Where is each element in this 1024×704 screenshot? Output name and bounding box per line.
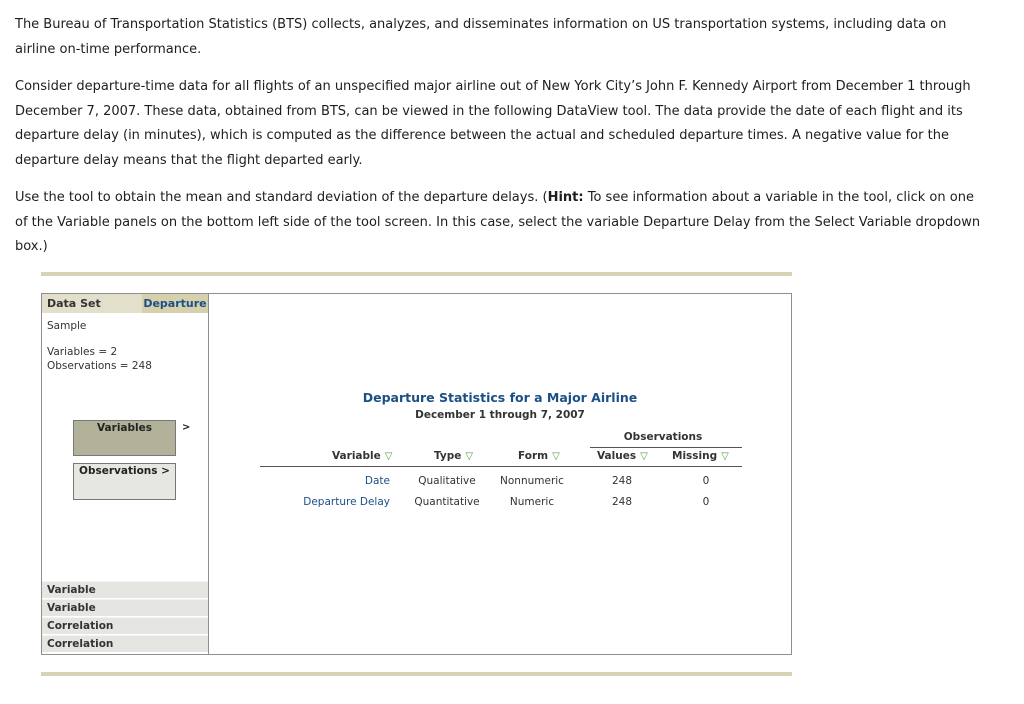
variable-link-departure-delay[interactable]: Departure Delay (303, 496, 390, 508)
chevron-right-icon: > (182, 422, 191, 433)
type-cell: Quantitative (414, 496, 480, 508)
sort-triangle-icon: ▽ (552, 451, 560, 462)
missing-column-header[interactable] (672, 450, 729, 462)
sort-triangle-icon: ▽ (721, 451, 729, 462)
type-cell: Qualitative (418, 475, 476, 487)
dataset-label: Data Set (47, 297, 101, 310)
observations-count: Observations = 248 (47, 360, 152, 372)
form-cell: Numeric (509, 496, 555, 508)
hint-text: To see information about a variable in the tool, click on one of the Variable panels on the bottom left side of the tool screen. In this case, select the variable Departure Delay from the Select Variable dropdown box.) (15, 190, 981, 254)
type-header-label: Type (434, 450, 462, 462)
table-subtitle: December 1 through 7, 2007 (415, 409, 585, 421)
dataview-tool (41, 293, 792, 655)
variable-link-date[interactable]: Date (364, 475, 390, 487)
observations-button[interactable]: Observations > (73, 463, 176, 500)
form-column-header[interactable] (518, 450, 560, 462)
sample-label: Sample (47, 320, 87, 332)
variables-button[interactable]: Variables (73, 420, 176, 456)
dataset-row (42, 294, 208, 313)
header-rule (260, 466, 742, 467)
intro-paragraph-2: Consider departure-time data for all flights of an unspecified major airline out of New York City’s John F. Kennedy Airport from December 1 through December 7, 2007. These data, obtained from BTS, can be viewed in the following DataView tool. The data provide the date of each flight and its departure delay (in minutes), which is computed as the difference between the actual and scheduled departure times. A negative value for the departure delay means that the flight departed early. (15, 79, 971, 168)
left-panel (42, 294, 209, 654)
type-column-header[interactable] (434, 450, 473, 462)
bottom-divider-bar (41, 672, 792, 676)
values-column-header[interactable] (597, 450, 648, 462)
observations-group-rule (590, 447, 742, 448)
sort-triangle-icon: ▽ (640, 451, 648, 462)
dataset-tab-departure[interactable]: Departure (142, 294, 208, 313)
values-cell: 248 (611, 475, 633, 487)
variables-count: Variables = 2 (47, 346, 118, 358)
intro-paragraph-3 (15, 186, 985, 260)
variable-column-header[interactable] (332, 450, 392, 462)
variable-panel-1[interactable]: Variable (42, 581, 208, 598)
intro-paragraph-1: The Bureau of Transportation Statistics (BTS) collects, analyzes, and disseminates information on US transportation systems, including data on airline on-time performance. (15, 17, 947, 57)
values-header-label: Values (597, 450, 637, 462)
variable-panel-2[interactable]: Variable (42, 599, 208, 616)
form-cell: Nonnumeric (500, 475, 564, 487)
missing-cell: 0 (702, 496, 710, 508)
missing-cell: 0 (702, 475, 710, 487)
table-title: Departure Statistics for a Major Airline (362, 390, 638, 405)
observations-group-header: Observations (623, 431, 703, 443)
instruction-text: Use the tool to obtain the mean and standard deviation of the departure delays. ( (15, 190, 548, 205)
hint-label: Hint: (547, 190, 584, 205)
form-header-label: Form (518, 450, 549, 462)
values-cell: 248 (611, 496, 633, 508)
correlation-panel-2[interactable]: Correlation (42, 635, 208, 652)
variable-header-label: Variable (332, 450, 381, 462)
missing-header-label: Missing (672, 450, 718, 462)
sort-triangle-icon: ▽ (465, 451, 474, 462)
sort-triangle-icon: ▽ (384, 451, 393, 462)
correlation-panel-1[interactable]: Correlation (42, 617, 208, 634)
top-divider-bar (41, 272, 792, 276)
